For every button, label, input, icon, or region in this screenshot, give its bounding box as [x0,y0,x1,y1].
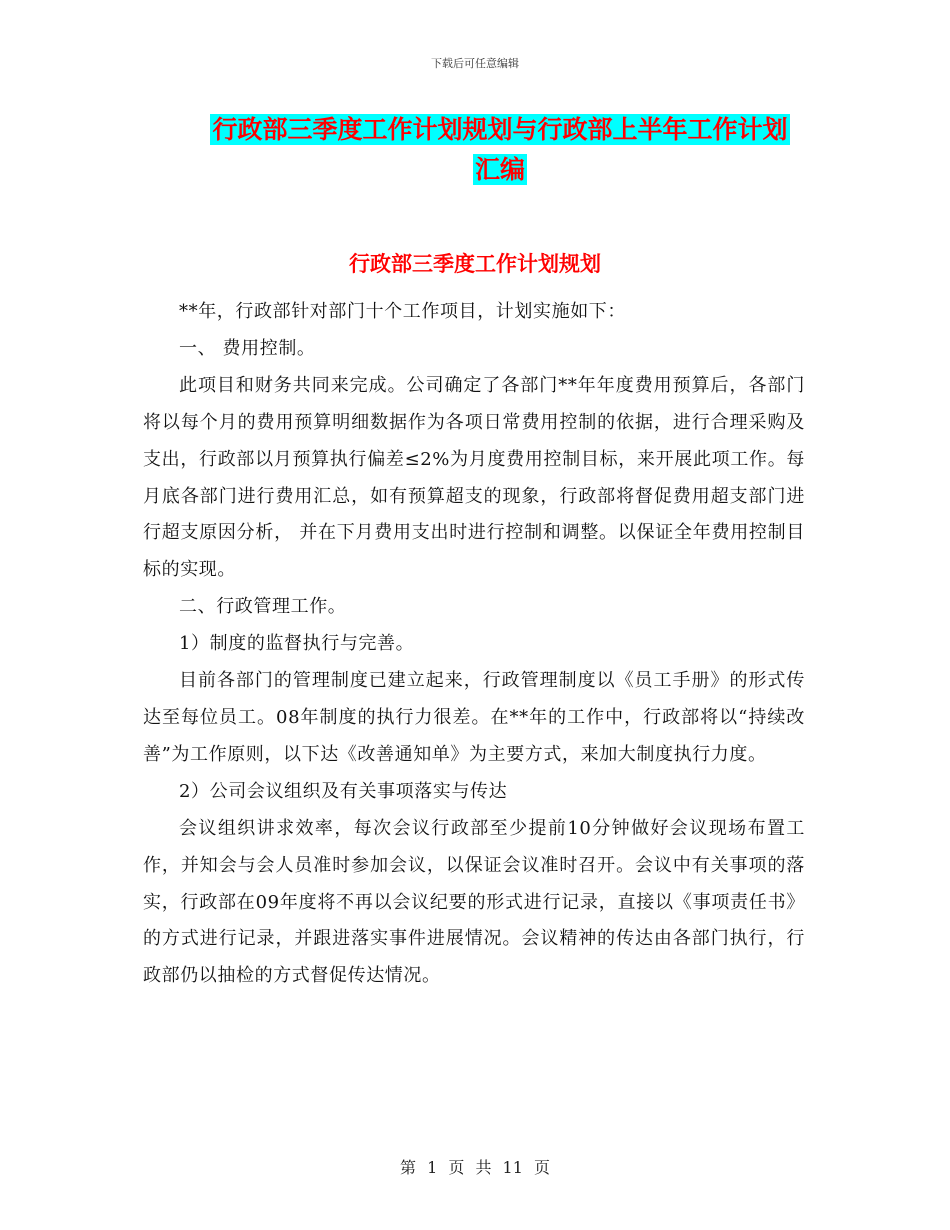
subheading-policy: 1）制度的监督执行与完善。 [179,633,415,655]
section-title: 行政部三季度工作计划规划 [349,251,601,276]
paragraph-meetings: 会议组织讲求效率，每次会议行政部至少提前10分钟做好会议现场布置工作，并知会与会人员准时参加会议，以保证会议准时召开。会议中有关事项的落实，行政部在09年度将不再以会议纪要的形式进行记录，直接以《事项责任书》的方式进行记录，并跟进落实事件进展情况。会议精神的传达由各部门执行，行政部仍以抽检的方式督促传达情况。 [143,817,805,987]
heading-cost-control: 一、 费用控制。 [179,337,316,359]
document-title-line-1: 行政部三季度工作计划规划与行政部上半年工作计划 [212,115,788,144]
document-title [190,110,810,190]
paragraph-intro: **年，行政部针对部门十个工作项目，计划实施如下： [179,301,626,322]
heading-admin-management: 二、行政管理工作。 [179,596,347,618]
paragraph-cost-control: 此项目和财务共同来完成。公司确定了各部门**年年度费用预算后，各部门将以每个月的费用预算明细数据作为各项日常费用控制的依据，进行合理采购及支出，行政部以月预算执行偏差≤2%为月度费用控制目标，来开展此项工作。每月底各部门进行费用汇总，如有预算超支的现象，行政部将督促费用超支部门进行超支原因分析， 并在下月费用支出时进行控制和调整。以保证全年费用控制目标的实现。 [143,374,805,581]
page-header: 下载后可任意编辑 [431,57,519,70]
paragraph-policy: 目前各部门的管理制度已建立起来，行政管理制度以《员工手册》的形式传达至每位员工。08年制度的执行力很差。在**年的工作中，行政部将以“持续改善”为工作原则，以下达《改善通知单》为主要方式，来加大制度执行力度。 [143,670,805,765]
subheading-meetings: 2）公司会议组织及有关事项落实与传达 [179,780,508,802]
page-footer: 第 1 页 共 11 页 [400,1158,550,1177]
document-body [143,294,805,995]
document-title-line-2: 汇编 [474,155,525,184]
